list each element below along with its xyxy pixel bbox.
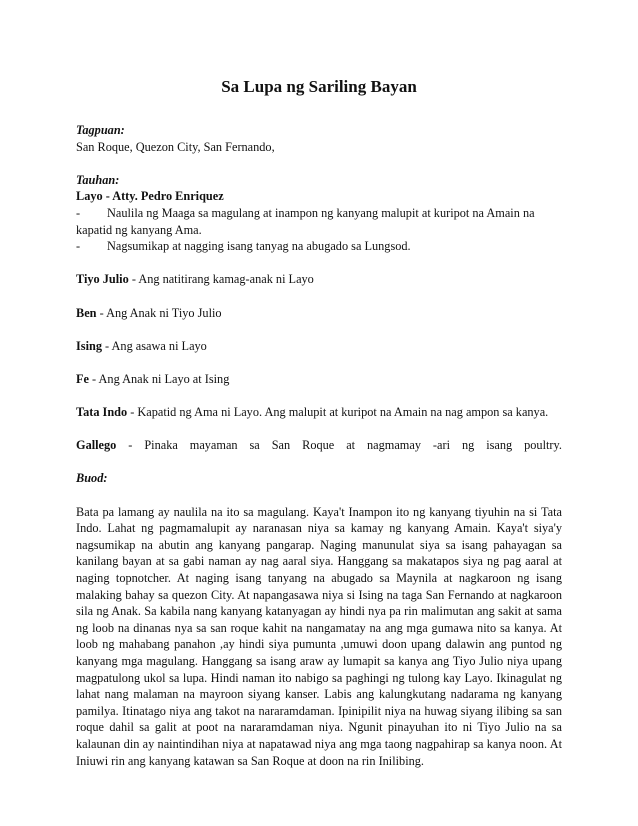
character-description: - Ang natitirang kamag-anak ni Layo bbox=[128, 272, 314, 287]
tauhan-section bbox=[76, 172, 562, 255]
character-description: - Ang asawa ni Layo bbox=[101, 338, 207, 353]
character-note-text: Naulila ng Maaga sa magulang at inampon ng kanyang malupit at kuripot na Amain na bbox=[107, 205, 535, 220]
character-description: - Ang Anak ni Layo at Ising bbox=[88, 371, 230, 386]
character-description-word: nagmamay bbox=[367, 438, 421, 453]
character-name: Ising bbox=[76, 338, 102, 353]
character-description-word: sa bbox=[249, 438, 260, 453]
character-description: - Ang Anak ni Tiyo Julio bbox=[96, 305, 222, 320]
tagpuan-text: San Roque, Quezon City, San Fernando, bbox=[76, 139, 275, 154]
character-name: Tata Indo bbox=[76, 405, 128, 420]
tauhan-label: Tauhan: bbox=[76, 172, 120, 187]
character-entry bbox=[76, 271, 562, 288]
character-name: Gallego bbox=[76, 438, 117, 453]
character-description-word: Pinaka bbox=[144, 438, 178, 453]
character-description-word: isang bbox=[486, 438, 513, 453]
document-title: Sa Lupa ng Sariling Bayan bbox=[221, 77, 417, 96]
character-entry bbox=[76, 371, 562, 388]
buod-label: Buod: bbox=[76, 471, 108, 486]
character-description: - Kapatid ng Ama ni Layo. Ang malupit at kuripot na Amain na nag ampon sa kanya. bbox=[127, 405, 549, 420]
list-dash: - bbox=[76, 205, 81, 220]
character-note-text: Nagsumikap at nagging isang tanyag na abugado sa Lungsod. bbox=[107, 239, 411, 254]
character-description-word: poultry. bbox=[524, 438, 562, 453]
character-note-item bbox=[76, 205, 562, 222]
character-name: Tiyo Julio bbox=[76, 272, 129, 287]
character-entry-gallego bbox=[76, 437, 562, 454]
character-description-word: Roque bbox=[302, 438, 335, 453]
character-entry bbox=[76, 305, 562, 322]
character-description-word: San bbox=[271, 438, 291, 453]
character-entry bbox=[76, 338, 562, 355]
tagpuan-section bbox=[76, 122, 562, 155]
character-description-word: ng bbox=[461, 438, 475, 453]
character-description-word: -ari bbox=[432, 438, 450, 453]
character-name: Fe bbox=[76, 371, 89, 386]
character-entry bbox=[76, 404, 562, 421]
character-description-word: mayaman bbox=[189, 438, 238, 453]
buod-section bbox=[76, 470, 562, 769]
character-name: Ben bbox=[76, 305, 97, 320]
character-note-item bbox=[76, 238, 562, 255]
list-dash: - bbox=[76, 239, 81, 254]
main-character-name: Layo - Atty. Pedro Enriquez bbox=[76, 189, 224, 204]
tagpuan-label: Tagpuan: bbox=[76, 123, 125, 137]
summary-paragraph: Bata pa lamang ay naulila na ito sa magulang. Kaya't Inampon ito ng kanyang tiyuhin na si Tata Indo. Lahat ng pagmamalupit ay naranasan niya sa kamay ng kanyang Amain. Kaya't siya'y nagsumikap na abutin ang kanyang pangarap. Naging manunulat siya sa isang pahayagan sa kanilang bayan at sa gabi naman ay nag aaral siya. Hanggang sa makatapos siya ng pag aaral at naging topnotcher. At naging isang tanyang na abugado sa Maynila at nagkaroon ng isang malaking bahay sa quezon City. At napangasawa niya si Ising na taga San Fernando at nagkaroon sila ng Anak. Sa kabila nang kanyang katanyagan ay hindi nya pa rin malimutan ang sakit at sama ng loob na dinanas nya sa san roque kahit na nangamatay na ang mga gumawa nito sa kanya. At loob ng mahabang panahon ,ay hindi siya pumunta ,umuwi doon upang dalawin ang puntod ng kanyang mga magulang. Hanggang sa isang araw ay lumapit sa kanya ang Tiyo Julio niya upang magpatulong ukol sa lupa. Hindi naman ito nabigo sa paghingi ng tulong kay Layo. Ikinagulat ng lahat nang malaman na mayroon siyang kanser. Labis ang kalungkutang nadarama ng kanyang pamilya. Itinatago niya ang takot na nararamdaman. Ipinipilit niya na huwag siyang ilibing sa san roque dahil sa galit at poot na nararamdaman niya. Ngunit pinayuhan ito ni Tiyo Julio na sa kalaunan din ay naintindihan niya at napatawad niya ang mga taong nagpahirap sa kanya noon. At Iniuwi rin ang kanyang katawan sa San Roque at doon na rin Inilibing. bbox=[76, 504, 562, 768]
character-note-continuation: kapatid ng kanyang Ama. bbox=[76, 222, 202, 237]
character-description-word: at bbox=[346, 438, 356, 453]
character-description-word: - bbox=[128, 438, 133, 453]
